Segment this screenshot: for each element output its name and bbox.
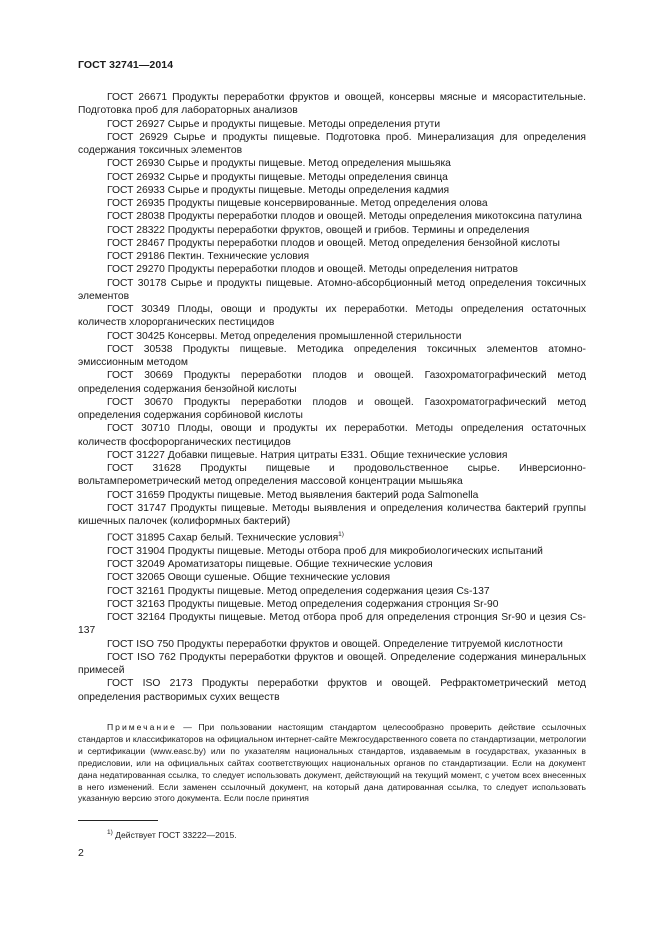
reference-code: ГОСТ 30538 <box>107 343 173 355</box>
reference-title: Продукты переработки фруктов и овощей. Определение титруемой кислотности <box>176 638 563 650</box>
page-number: 2 <box>78 847 84 859</box>
reference-code: ГОСТ 26929 <box>107 131 168 143</box>
reference-item <box>78 171 586 184</box>
reference-item <box>78 131 586 158</box>
reference-title: Продукты переработки плодов и овощей. Газохроматографический метод определения содержания сорбиновой кислоты <box>78 396 586 421</box>
reference-item <box>78 638 586 651</box>
reference-item <box>78 611 586 638</box>
reference-code: ГОСТ ISO 762 <box>107 651 176 663</box>
reference-item <box>78 197 586 210</box>
reference-code: ГОСТ 30669 <box>107 370 173 382</box>
reference-title: Продукты переработки плодов и овощей. Методы определения нитратов <box>167 264 518 276</box>
reference-code: ГОСТ 26930 <box>107 158 165 170</box>
reference-title: Продукты пищевые. Метод определения содержания стронция Sr-90 <box>167 598 499 610</box>
reference-title: Сырье и продукты пищевые. Подготовка проб. Минерализация для определения содержания токсичных элементов <box>78 131 586 156</box>
reference-code: ГОСТ 26932 <box>107 171 165 183</box>
reference-title: Продукты пищевые. Метод выявления бактерий рода Salmonella <box>167 489 479 501</box>
reference-title: Продукты пищевые. Методы выявления и определения количества бактерий группы кишечных палочек (колиформных бактерий) <box>78 502 586 527</box>
reference-title: Сырье и продукты пищевые. Методы определения кадмия <box>167 184 450 196</box>
reference-item <box>78 369 586 396</box>
reference-item <box>78 396 586 423</box>
reference-item <box>78 462 586 489</box>
reference-title: Продукты пищевые консервированные. Метод определения олова <box>167 198 488 209</box>
reference-title: Плоды, овощи и продукты их переработки. Методы определения остаточных количеств хлорорганических пестицидов <box>78 304 586 329</box>
reference-item <box>78 263 586 276</box>
footnote-text: Действует ГОСТ 33222—2015. <box>112 829 237 840</box>
reference-code: ГОСТ 31904 <box>107 545 165 557</box>
reference-title: Продукты переработки плодов и овощей. Метод определения бензойной кислоты <box>167 237 560 249</box>
reference-title: Продукты пищевые и продовольственное сырье. Инверсионно-вольтамперометрический метод определения массовой концентрации мышьяка <box>78 463 586 488</box>
reference-item <box>78 91 586 118</box>
reference-code: ГОСТ 29270 <box>107 264 165 276</box>
reference-code: ГОСТ 28467 <box>107 237 165 249</box>
reference-code: ГОСТ 28038 <box>107 211 165 223</box>
reference-item <box>78 330 586 343</box>
note-paragraph <box>78 722 586 805</box>
reference-code: ГОСТ 31227 <box>107 449 165 461</box>
reference-title: Продукты переработки фруктов, овощей и грибов. Термины и определения <box>167 224 530 236</box>
reference-item <box>78 118 586 131</box>
reference-code: ГОСТ ISO 750 <box>107 638 175 650</box>
reference-title: Пектин. Технические условия <box>167 251 310 262</box>
reference-code: ГОСТ 32161 <box>107 585 165 597</box>
note-text: — При пользовании настоящим стандартом целесообразно проверить действие ссылочных стандартов и классификаторов на официальном интернет-сайте Межгосударственного совета по стандартизации, метрологии и сертификации (www.easc.by) или по указателям национальных стандартов, издаваемым в государствах, указанных в предисловии, или на официальных сайтах соответствующих национальных органов по стандартизации. Если на документ дана недатированная ссылка, то следует использовать документ, действующий на текущий момент, с учетом всех внесенных в него изменений. Если заменен ссылочный документ, на который дана датированная ссылка, то следует использовать указанную версию этого документа. Если после принятия <box>78 722 586 804</box>
reference-item <box>78 585 586 598</box>
reference-code: ГОСТ 30178 <box>107 277 167 289</box>
reference-item <box>78 210 586 223</box>
reference-code: ГОСТ 32163 <box>107 598 165 610</box>
reference-title: Сахар белый. Технические условия <box>167 532 339 544</box>
reference-item <box>78 558 586 571</box>
reference-item <box>78 422 586 449</box>
reference-item <box>78 545 586 558</box>
reference-title: Консервы. Метод определения промышленной стерильности <box>167 330 462 342</box>
reference-title: Продукты пищевые. Метод отбора проб для определения стронция Sr-90 и цезия Cs-137 <box>78 612 586 637</box>
reference-code: ГОСТ 30349 <box>107 304 170 315</box>
reference-code: ГОСТ 32049 <box>107 559 165 571</box>
reference-item <box>78 157 586 170</box>
reference-code: ГОСТ 30670 <box>107 396 173 408</box>
normative-references-list <box>78 91 586 704</box>
reference-title: Продукты пищевые. Метод определения содержания цезия Cs-137 <box>167 585 490 597</box>
reference-item <box>78 184 586 197</box>
reference-item <box>78 224 586 237</box>
reference-code: ГОСТ 28322 <box>107 224 165 236</box>
reference-item <box>78 528 586 545</box>
reference-title: Сырье и продукты пищевые. Методы определения свинца <box>167 171 448 183</box>
reference-item <box>78 677 586 704</box>
reference-title: Продукты переработки фруктов и овощей. Рефрактометрический метод определения растворимых сухих веществ <box>78 678 586 703</box>
reference-code: ГОСТ 32065 <box>107 572 165 584</box>
reference-title: Продукты переработки фруктов и овощей, консервы мясные и мясорастительные. Подготовка проб для лабораторных анализов <box>78 92 586 117</box>
reference-title: Сырье и продукты пищевые. Методы определения ртути <box>167 118 441 130</box>
reference-code: ГОСТ 30425 <box>107 330 165 342</box>
reference-item <box>78 343 586 370</box>
reference-item <box>78 489 586 502</box>
reference-code: ГОСТ 31659 <box>107 489 165 501</box>
reference-item <box>78 571 586 584</box>
reference-item <box>78 237 586 250</box>
reference-code: ГОСТ 31747 <box>107 502 167 514</box>
reference-code: ГОСТ 26933 <box>107 184 165 196</box>
reference-code: ГОСТ 31628 <box>107 463 182 474</box>
footnote <box>107 829 237 840</box>
reference-code: ГОСТ 26935 <box>107 198 165 209</box>
reference-title: Продукты переработки фруктов и овощей. Определение содержания минеральных примесей <box>78 651 587 677</box>
reference-title: Плоды, овощи и продукты их переработки. Методы определения остаточных количеств фосфорорганических пестицидов <box>78 423 586 448</box>
reference-title: Добавки пищевые. Натрия цитраты Е331. Общие технические условия <box>167 449 508 461</box>
footnote-divider <box>78 820 158 821</box>
reference-item <box>78 598 586 611</box>
reference-title: Продукты переработки плодов и овощей. Методы определения микотоксина патулина <box>167 211 582 223</box>
reference-title: Продукты пищевые. Методика определения токсичных элементов атомно-эмиссионным методом <box>78 343 586 368</box>
reference-title: Овощи сушеные. Общие технические условия <box>167 572 391 584</box>
reference-code: ГОСТ 29186 <box>107 251 165 262</box>
footnote-reference-mark: 1) <box>338 531 344 539</box>
reference-item <box>78 250 586 263</box>
reference-item <box>78 303 586 330</box>
reference-code: ГОСТ 26927 <box>107 118 165 130</box>
reference-title: Ароматизаторы пищевые. Общие технические условия <box>167 559 433 571</box>
reference-title: Продукты переработки плодов и овощей. Газохроматографический метод определения содержания бензойной кислоты <box>78 370 586 395</box>
reference-code: ГОСТ 31895 <box>107 532 165 544</box>
reference-code: ГОСТ 32164 <box>107 612 166 624</box>
reference-item <box>78 502 586 529</box>
document-header: ГОСТ 32741—2014 <box>78 59 174 71</box>
reference-code: ГОСТ ISO 2173 <box>107 678 193 690</box>
reference-title: Сырье и продукты пищевые. Атомно-абсорбционный метод определения токсичных элементов <box>78 277 586 302</box>
reference-item <box>78 449 586 462</box>
note-label: Примечание <box>107 722 177 732</box>
reference-code: ГОСТ 30710 <box>107 423 170 435</box>
reference-title: Сырье и продукты пищевые. Метод определения мышьяка <box>167 158 451 170</box>
reference-item <box>78 277 586 304</box>
reference-code: ГОСТ 26671 <box>107 92 168 103</box>
reference-title: Продукты пищевые. Методы отбора проб для микробиологических испытаний <box>167 545 543 557</box>
footnote-mark: 1) <box>107 829 113 836</box>
reference-item <box>78 651 586 678</box>
